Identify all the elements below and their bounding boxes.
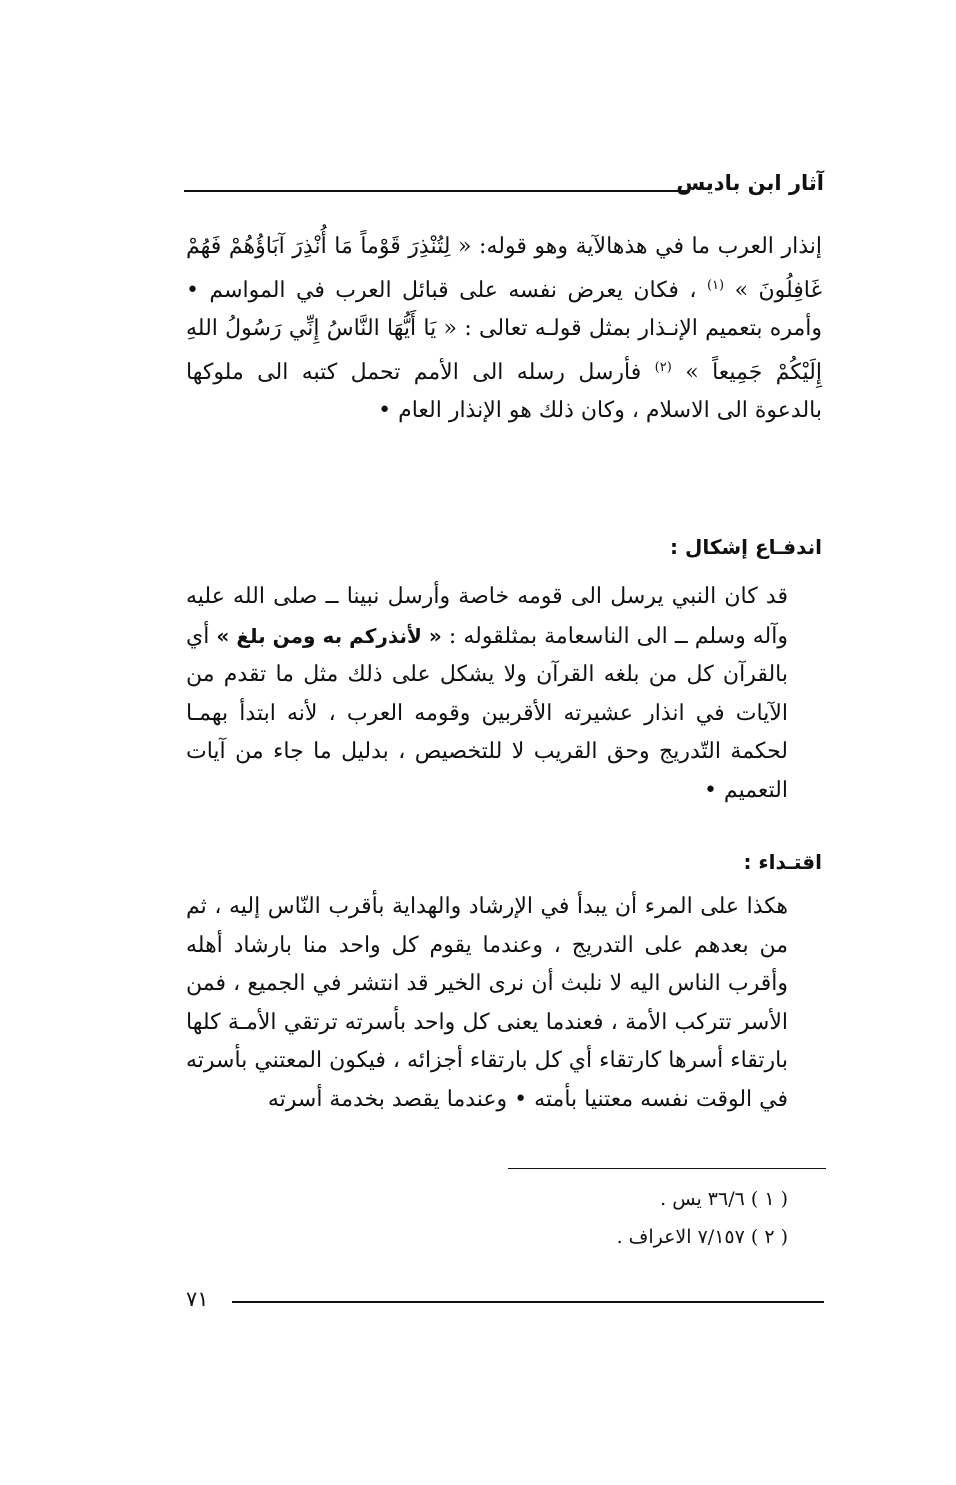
running-header-title: آثار ابن باديس — [676, 171, 824, 195]
footnotes — [186, 1180, 788, 1256]
paragraph-text: هكذا على المرء أن يبدأ في الإرشاد والهداية بأقرب النّاس إليه ، ثم من بعدهم على التدريج ، وعندما يقوم كل واحد منا بارشاد أهله وأقرب الناس اليه لا نلبث أن نرى الخير قد انتشر في الجميع ، فمن الأسر تتركب الأمة ، فعندما يعنى كل واحد بأسرته ترتقي الأمـة كلها بارتقاء أسرها كارتقاء أي كل بارتقاء أجزائه ، فيكون المعتني بأسرته في الوقت نفسه معتنيا بأمته • وعندما يقصد بخدمة أسرته — [186, 894, 788, 1112]
running-header — [184, 165, 824, 205]
section-heading: اقتـداء : — [743, 850, 822, 874]
paragraph-text: فأرسل رسله الى الأمم تحمل كتبه الى ملوكها بالدعوة الى الاسلام ، وكان ذلك هو الإنذار العام • — [186, 359, 822, 423]
paragraph-warning-arabs — [186, 228, 822, 431]
paragraph-text: قد كان النبي يرسل الى قومه خاصة وأرسل نبينا ــ صلى الله عليه وآله وسلم ــ الى الناسعامة بمثلقوله : — [186, 584, 789, 649]
page-number: ٧١ — [186, 1287, 209, 1311]
verse-quote: آبَاؤُهُمْ فَهُمْ غَافِلُونَ » — [186, 234, 823, 303]
section-heading: اندفـاع إشكال : — [670, 535, 822, 559]
header-rule — [184, 190, 689, 192]
footnote-1: ( ١ ) ٣٦/٦ يس . — [660, 1188, 788, 1210]
paragraph-text: أي بالقرآن كل من بلغه القرآن ولا يشكل على ذلك مثل ما تقدم من الآيات في انذار عشيرته الأقربين وقومه العرب ، لأنه ابتدأ بهمـا لحكمة التّدريج وحق القريب لا للتخصيص ، بدليل ما جاء من آيات التعميم • — [186, 623, 788, 803]
paragraph-line: إنذار العرب ما في هذهالآية وهو قوله: « لِتُنْذِرَ قَوْماً مَا أُنْذِرَ — [292, 234, 822, 259]
paragraph-emulation — [186, 888, 822, 1119]
bold-quote: « لأنذركم به ومن بلغ » — [216, 623, 442, 648]
paragraph-text: ، فكان يعرض نفسه على قبائل العرب في المواسم • وأمره بتعميم الإنـذار بمثل قولـه تعالى : — [186, 277, 822, 341]
verse-quote: « يَا أَيُّهَا النَّاسُ إِنِّي رَسُولُ اللهِ إِلَيْكُمْ جَمِيعاً » — [186, 316, 822, 385]
footnote-rule — [508, 1168, 826, 1169]
footnote-ref-1: (١) — [706, 277, 725, 293]
footnote-2: ( ٢ ) ٧/١٥٧ الاعراف . — [616, 1226, 788, 1248]
paragraph-problem — [186, 578, 822, 810]
footnote-ref-2: (٢) — [654, 359, 672, 375]
footer-rule — [232, 1301, 824, 1303]
